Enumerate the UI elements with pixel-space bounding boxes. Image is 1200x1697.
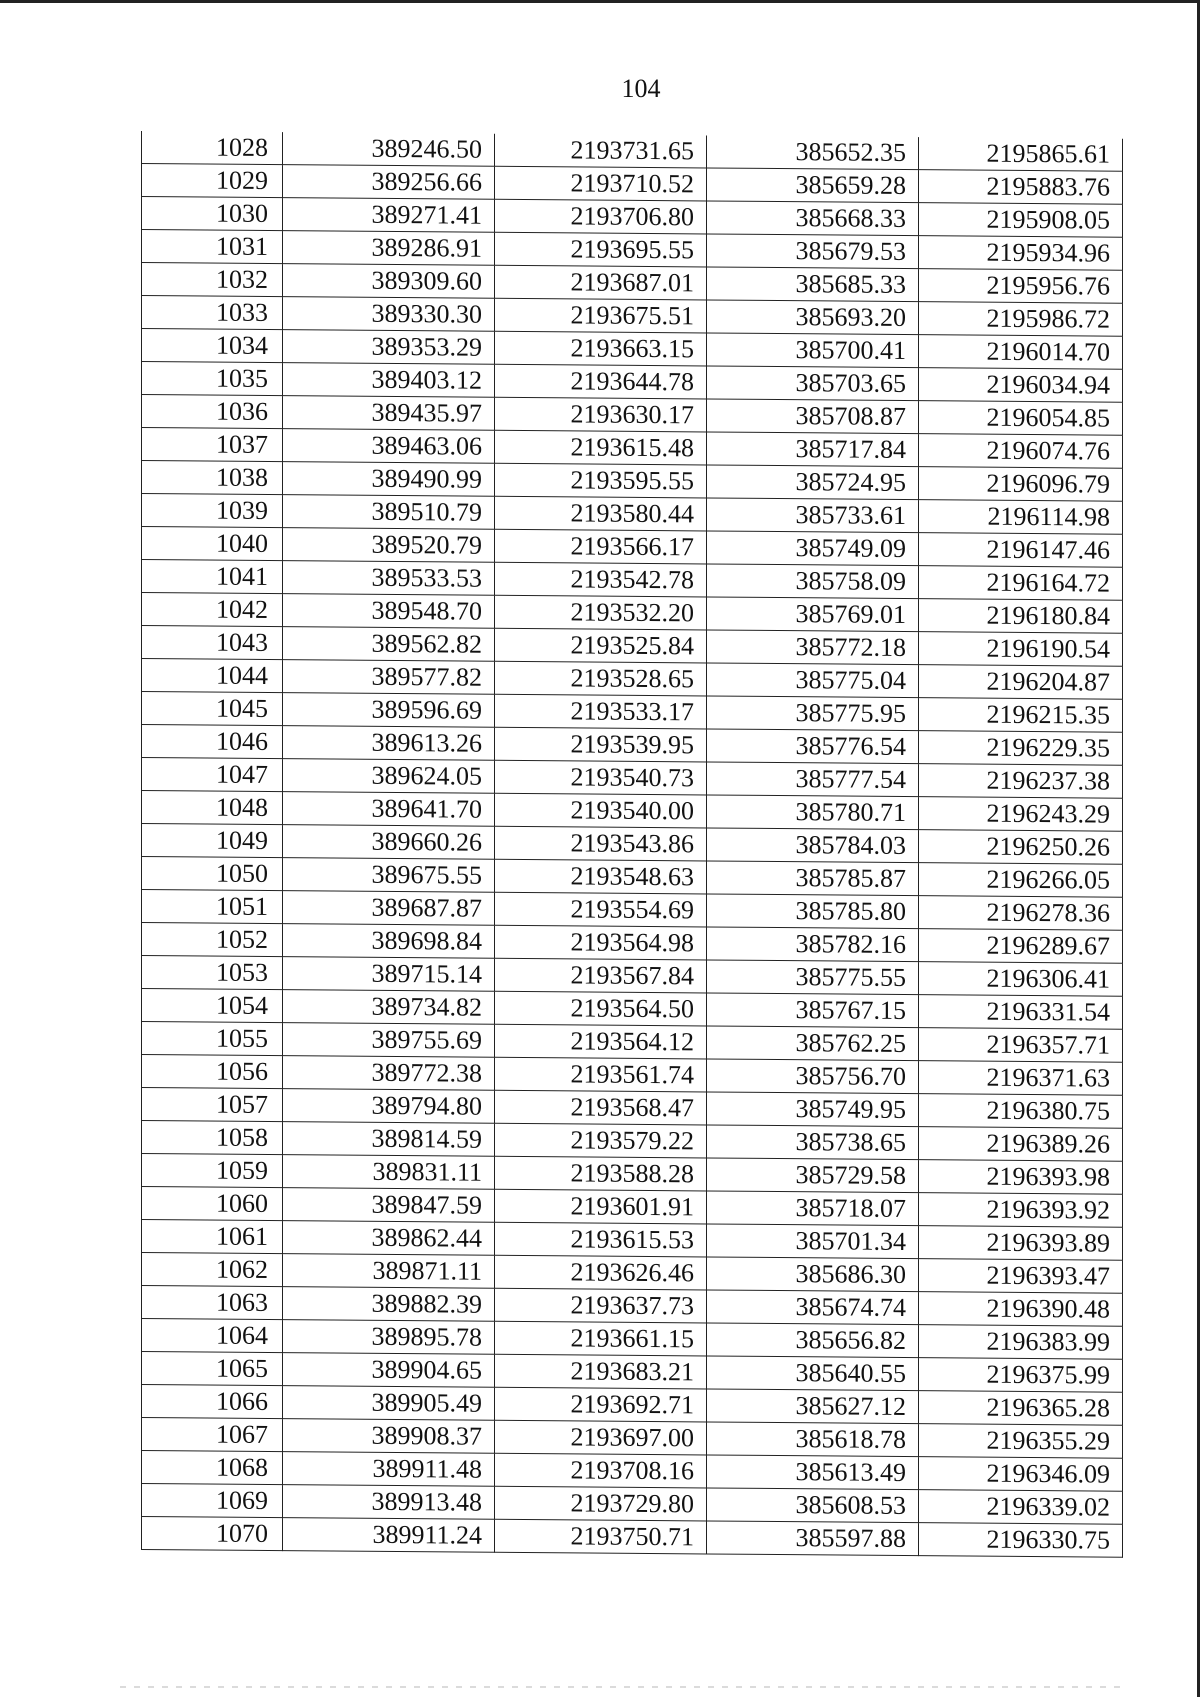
point-id-cell: 1068 [142,1451,283,1485]
point-id-cell: 1047 [142,758,283,792]
point-id-cell: 1052 [142,923,283,957]
point-id-cell: 1037 [142,428,283,462]
x1-cell: 389904.65 [283,1353,495,1388]
y2-cell: 2196190.54 [919,632,1123,667]
x2-cell: 385618.78 [707,1422,919,1457]
x2-cell: 385777.54 [707,762,919,797]
y1-cell: 2193708.16 [495,1453,707,1488]
point-id-cell: 1060 [142,1187,283,1221]
y1-cell: 2193588.28 [495,1156,707,1191]
y2-cell: 2196034.94 [919,368,1123,403]
y1-cell: 2193561.74 [495,1057,707,1092]
y2-cell: 2195986.72 [919,302,1123,337]
x2-cell: 385762.25 [707,1026,919,1061]
x1-cell: 389911.24 [283,1518,495,1553]
y2-cell: 2196383.99 [919,1325,1123,1360]
x1-cell: 389613.26 [283,726,495,761]
table-row [142,1517,1123,1558]
x1-cell: 389246.50 [283,132,495,166]
x2-cell: 385767.15 [707,993,919,1028]
point-id-cell: 1042 [142,593,283,627]
y1-cell: 2193566.17 [495,529,707,564]
y1-cell: 2193683.21 [495,1354,707,1389]
point-id-cell: 1066 [142,1385,283,1419]
point-id-cell: 1059 [142,1154,283,1188]
x1-cell: 389871.11 [283,1254,495,1289]
x1-cell: 389814.59 [283,1122,495,1157]
x1-cell: 389490.99 [283,462,495,497]
y1-cell: 2193663.15 [495,331,707,366]
y2-cell: 2196393.89 [919,1226,1123,1261]
y2-cell: 2195865.61 [919,137,1123,171]
y2-cell: 2196204.87 [919,665,1123,700]
x1-cell: 389794.80 [283,1089,495,1124]
x2-cell: 385608.53 [707,1488,919,1523]
x1-cell: 389510.79 [283,495,495,530]
y2-cell: 2196371.63 [919,1061,1123,1096]
y2-cell: 2196389.26 [919,1127,1123,1162]
y1-cell: 2193580.44 [495,496,707,531]
x2-cell: 385738.65 [707,1125,919,1160]
point-id-cell: 1063 [142,1286,283,1320]
x1-cell: 389882.39 [283,1287,495,1322]
x2-cell: 385784.03 [707,828,919,863]
point-id-cell: 1048 [142,791,283,825]
x1-cell: 389641.70 [283,792,495,827]
x2-cell: 385708.87 [707,399,919,434]
x1-cell: 389734.82 [283,990,495,1025]
y2-cell: 2196380.75 [919,1094,1123,1129]
x1-cell: 389463.06 [283,429,495,464]
y1-cell: 2193564.50 [495,991,707,1026]
y1-cell: 2193540.73 [495,760,707,795]
y2-cell: 2195934.96 [919,236,1123,271]
x1-cell: 389660.26 [283,825,495,860]
y2-cell: 2196278.36 [919,896,1123,931]
y1-cell: 2193540.00 [495,793,707,828]
x1-cell: 389862.44 [283,1221,495,1256]
point-id-cell: 1031 [142,230,283,264]
point-id-cell: 1061 [142,1220,283,1254]
y2-cell: 2196243.29 [919,797,1123,832]
point-id-cell: 1064 [142,1319,283,1353]
x1-cell: 389286.91 [283,231,495,266]
point-id-cell: 1046 [142,725,283,759]
x1-cell: 389330.30 [283,297,495,332]
y2-cell: 2196237.38 [919,764,1123,799]
point-id-cell: 1032 [142,263,283,297]
page-number: 104 [621,74,661,103]
y2-cell: 2196393.47 [919,1259,1123,1294]
y2-cell: 2195956.76 [919,269,1123,304]
y2-cell: 2196339.02 [919,1490,1123,1525]
x1-cell: 389624.05 [283,759,495,794]
x1-cell: 389520.79 [283,528,495,563]
y1-cell: 2193630.17 [495,397,707,432]
y1-cell: 2193750.71 [495,1519,707,1554]
x2-cell: 385782.16 [707,927,919,962]
x2-cell: 385613.49 [707,1455,919,1490]
y2-cell: 2195883.76 [919,170,1123,205]
point-id-cell: 1043 [142,626,283,660]
point-id-cell: 1055 [142,1022,283,1056]
y1-cell: 2193697.00 [495,1420,707,1455]
x2-cell: 385679.53 [707,234,919,269]
point-id-cell: 1054 [142,989,283,1023]
x2-cell: 385659.28 [707,168,919,203]
y1-cell: 2193543.86 [495,826,707,861]
scan-artifact-line [120,1686,1120,1688]
x2-cell: 385780.71 [707,795,919,830]
x1-cell: 389596.69 [283,693,495,728]
x1-cell: 389256.66 [283,165,495,200]
x2-cell: 385674.74 [707,1290,919,1325]
y1-cell: 2193601.91 [495,1189,707,1224]
x2-cell: 385776.54 [707,729,919,764]
x2-cell: 385775.04 [707,663,919,698]
point-id-cell: 1056 [142,1055,283,1089]
point-id-cell: 1028 [142,131,283,165]
y1-cell: 2193595.55 [495,463,707,498]
x1-cell: 389911.48 [283,1452,495,1487]
x2-cell: 385703.65 [707,366,919,401]
y1-cell: 2193644.78 [495,364,707,399]
x2-cell: 385693.20 [707,300,919,335]
y1-cell: 2193532.20 [495,595,707,630]
y1-cell: 2193687.01 [495,265,707,300]
y1-cell: 2193542.78 [495,562,707,597]
y1-cell: 2193564.98 [495,925,707,960]
point-id-cell: 1039 [142,494,283,528]
point-id-cell: 1051 [142,890,283,924]
x1-cell: 389687.87 [283,891,495,926]
point-id-cell: 1044 [142,659,283,693]
coordinates-table [141,131,1123,1558]
y1-cell: 2193564.12 [495,1024,707,1059]
y1-cell: 2193615.48 [495,430,707,465]
y2-cell: 2196365.28 [919,1391,1123,1426]
y1-cell: 2193695.55 [495,232,707,267]
y2-cell: 2196074.76 [919,434,1123,469]
x2-cell: 385769.01 [707,597,919,632]
y1-cell: 2193567.84 [495,958,707,993]
x1-cell: 389913.48 [283,1485,495,1520]
x1-cell: 389548.70 [283,594,495,629]
y2-cell: 2196266.05 [919,863,1123,898]
y1-cell: 2193615.53 [495,1222,707,1257]
point-id-cell: 1033 [142,296,283,330]
x1-cell: 389675.55 [283,858,495,893]
y2-cell: 2196355.29 [919,1424,1123,1459]
x2-cell: 385758.09 [707,564,919,599]
point-id-cell: 1053 [142,956,283,990]
x1-cell: 389435.97 [283,396,495,431]
x2-cell: 385652.35 [707,135,919,169]
x1-cell: 389755.69 [283,1023,495,1058]
y2-cell: 2196229.35 [919,731,1123,766]
y2-cell: 2196114.98 [919,500,1123,535]
y1-cell: 2193539.95 [495,727,707,762]
point-id-cell: 1034 [142,329,283,363]
x1-cell: 389905.49 [283,1386,495,1421]
x2-cell: 385686.30 [707,1257,919,1292]
y1-cell: 2193731.65 [495,134,707,168]
x2-cell: 385775.55 [707,960,919,995]
y1-cell: 2193675.51 [495,298,707,333]
point-id-cell: 1045 [142,692,283,726]
x2-cell: 385700.41 [707,333,919,368]
x1-cell: 389847.59 [283,1188,495,1223]
x2-cell: 385749.95 [707,1092,919,1127]
point-id-cell: 1030 [142,197,283,231]
x1-cell: 389353.29 [283,330,495,365]
x2-cell: 385729.58 [707,1158,919,1193]
y1-cell: 2193568.47 [495,1090,707,1125]
x2-cell: 385656.82 [707,1323,919,1358]
y2-cell: 2196054.85 [919,401,1123,436]
point-id-cell: 1070 [142,1517,283,1551]
x1-cell: 389562.82 [283,627,495,662]
x1-cell: 389309.60 [283,264,495,299]
x2-cell: 385701.34 [707,1224,919,1259]
x1-cell: 389772.38 [283,1056,495,1091]
x2-cell: 385756.70 [707,1059,919,1094]
y1-cell: 2193637.73 [495,1288,707,1323]
x2-cell: 385733.61 [707,498,919,533]
x2-cell: 385717.84 [707,432,919,467]
point-id-cell: 1057 [142,1088,283,1122]
y2-cell: 2196330.75 [919,1523,1123,1558]
x2-cell: 385775.95 [707,696,919,731]
x2-cell: 385772.18 [707,630,919,665]
x2-cell: 385685.33 [707,267,919,302]
point-id-cell: 1040 [142,527,283,561]
y2-cell: 2196390.48 [919,1292,1123,1327]
x1-cell: 389908.37 [283,1419,495,1454]
y1-cell: 2193661.15 [495,1321,707,1356]
x2-cell: 385640.55 [707,1356,919,1391]
y1-cell: 2193710.52 [495,166,707,201]
x2-cell: 385749.09 [707,531,919,566]
x1-cell: 389533.53 [283,561,495,596]
y2-cell: 2196393.98 [919,1160,1123,1195]
point-id-cell: 1029 [142,164,283,198]
point-id-cell: 1041 [142,560,283,594]
y2-cell: 2196357.71 [919,1028,1123,1063]
y1-cell: 2193528.65 [495,661,707,696]
x2-cell: 385597.88 [707,1521,919,1556]
y2-cell: 2196346.09 [919,1457,1123,1492]
x2-cell: 385718.07 [707,1191,919,1226]
x2-cell: 385668.33 [707,201,919,236]
x1-cell: 389403.12 [283,363,495,398]
point-id-cell: 1065 [142,1352,283,1386]
y2-cell: 2196164.72 [919,566,1123,601]
y1-cell: 2193692.71 [495,1387,707,1422]
point-id-cell: 1062 [142,1253,283,1287]
x1-cell: 389271.41 [283,198,495,233]
y2-cell: 2196289.67 [919,929,1123,964]
x1-cell: 389698.84 [283,924,495,959]
y1-cell: 2193579.22 [495,1123,707,1158]
x1-cell: 389577.82 [283,660,495,695]
y1-cell: 2193548.63 [495,859,707,894]
x1-cell: 389715.14 [283,957,495,992]
y2-cell: 2196147.46 [919,533,1123,568]
x2-cell: 385724.95 [707,465,919,500]
point-id-cell: 1050 [142,857,283,891]
coordinates-table-body [142,131,1123,1557]
x2-cell: 385627.12 [707,1389,919,1424]
x1-cell: 389895.78 [283,1320,495,1355]
y1-cell: 2193626.46 [495,1255,707,1290]
y2-cell: 2196250.26 [919,830,1123,865]
y2-cell: 2196306.41 [919,962,1123,997]
x1-cell: 389831.11 [283,1155,495,1190]
y2-cell: 2196393.92 [919,1193,1123,1228]
y2-cell: 2195908.05 [919,203,1123,238]
y1-cell: 2193554.69 [495,892,707,927]
y2-cell: 2196215.35 [919,698,1123,733]
point-id-cell: 1067 [142,1418,283,1452]
point-id-cell: 1069 [142,1484,283,1518]
point-id-cell: 1058 [142,1121,283,1155]
y2-cell: 2196096.79 [919,467,1123,502]
point-id-cell: 1049 [142,824,283,858]
x2-cell: 385785.87 [707,861,919,896]
y1-cell: 2193729.80 [495,1486,707,1521]
y1-cell: 2193533.17 [495,694,707,729]
point-id-cell: 1035 [142,362,283,396]
y1-cell: 2193706.80 [495,199,707,234]
y2-cell: 2196014.70 [919,335,1123,370]
y2-cell: 2196180.84 [919,599,1123,634]
point-id-cell: 1036 [142,395,283,429]
x2-cell: 385785.80 [707,894,919,929]
y2-cell: 2196331.54 [919,995,1123,1030]
point-id-cell: 1038 [142,461,283,495]
y1-cell: 2193525.84 [495,628,707,663]
y2-cell: 2196375.99 [919,1358,1123,1393]
